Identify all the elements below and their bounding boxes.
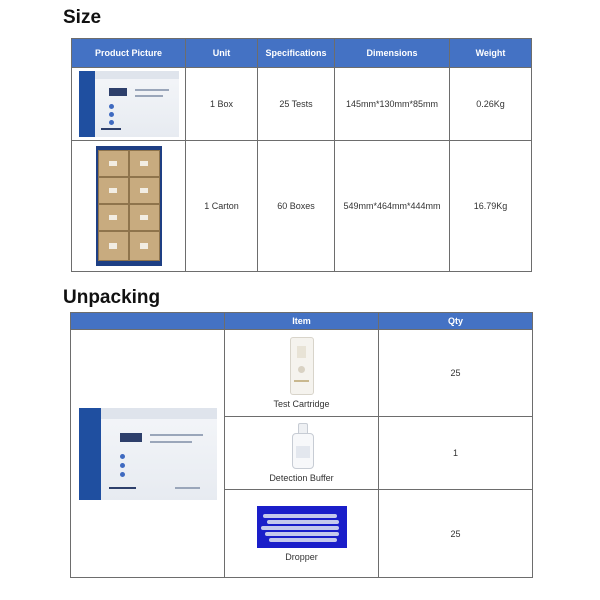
- dimensions-cell: 145mm*130mm*85mm: [335, 68, 450, 141]
- unpacking-header-row: [71, 313, 533, 330]
- qty-cell: 25: [379, 490, 533, 578]
- size-header-row: [72, 39, 532, 68]
- header-qty: Qty: [379, 313, 533, 330]
- unit-cell: 1 Carton: [186, 141, 258, 272]
- kit-picture-cell: [71, 330, 225, 578]
- unit-cell: 1 Box: [186, 68, 258, 141]
- test-cartridge-image: [290, 337, 314, 395]
- item-label: Test Cartridge: [273, 399, 330, 409]
- item-label: Dropper: [285, 551, 318, 562]
- item-cell: [225, 330, 379, 417]
- product-picture-cell: [72, 68, 186, 141]
- table-row: [71, 330, 533, 417]
- qty-cell: 1: [379, 417, 533, 490]
- spec-cell: 25 Tests: [258, 68, 335, 141]
- item-cell: [225, 417, 379, 490]
- unpacking-table: [70, 312, 533, 578]
- size-table: [71, 38, 532, 272]
- size-heading: Size: [63, 7, 102, 28]
- spec-cell: 60 Boxes: [258, 141, 335, 272]
- header-weight: Weight: [450, 39, 532, 68]
- detection-buffer-image: [290, 423, 314, 469]
- product-picture-cell: [72, 141, 186, 272]
- table-row: [72, 68, 532, 141]
- unpacking-heading: Unpacking: [63, 287, 161, 308]
- header-dimensions: Dimensions: [335, 39, 450, 68]
- header-product-picture: Product Picture: [72, 39, 186, 68]
- kit-box-image: [79, 408, 217, 500]
- header-unit: Unit: [186, 39, 258, 68]
- qty-cell: 25: [379, 330, 533, 417]
- header-item: Item: [225, 313, 379, 330]
- dimensions-cell: 549mm*464mm*444mm: [335, 141, 450, 272]
- item-label: Detection Buffer: [269, 473, 334, 483]
- header-specifications: Specifications: [258, 39, 335, 68]
- header-blank: [71, 313, 225, 330]
- kit-box-image: [79, 71, 179, 137]
- item-cell: [225, 490, 379, 578]
- weight-cell: 0.26Kg: [450, 68, 532, 141]
- carton-stack-image: [96, 146, 162, 266]
- weight-cell: 16.79Kg: [450, 141, 532, 272]
- dropper-image: [257, 506, 347, 548]
- table-row: [72, 141, 532, 272]
